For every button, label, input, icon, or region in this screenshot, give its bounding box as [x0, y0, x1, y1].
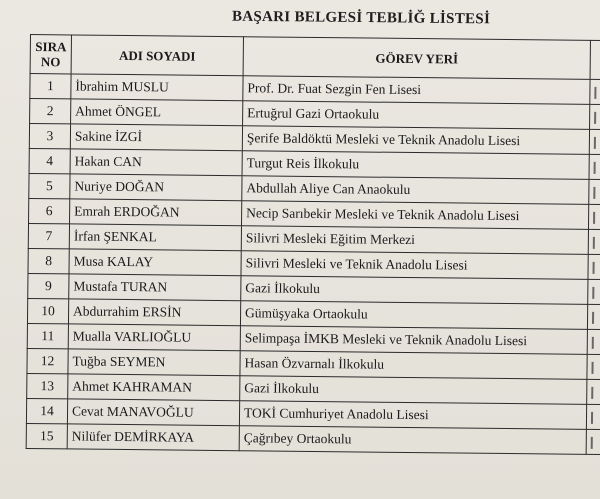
row-name: Tuğba SEYMEN: [68, 349, 240, 376]
row-place: Necip Sarıbekir Mesleki ve Teknik Anadolu Lisesi: [242, 201, 589, 230]
cut-off-mark: [594, 162, 600, 174]
row-place: Silivri Mesleki ve Teknik Anadolu Lisesi: [241, 251, 588, 280]
row-place: Çağrıbey Ortaokulu: [239, 426, 586, 455]
row-name: İrfan ŞENKAL: [69, 224, 241, 251]
row-number: 2: [30, 99, 71, 124]
row-number: 10: [27, 298, 68, 323]
row-place: Ertuğrul Gazi Ortaokulu: [243, 101, 590, 130]
row-place: Abdullah Aliye Can Anaokulu: [242, 176, 589, 205]
row-name: Mualla VARLIOĞLU: [68, 324, 240, 351]
row-number: 9: [28, 273, 69, 298]
row-cut-off-cell: [587, 354, 600, 379]
header-sira: SIRA: [35, 39, 67, 55]
row-name: Ahmet ÖNGEL: [71, 99, 243, 126]
row-cut-off-cell: [587, 379, 600, 404]
cut-off-mark: [593, 262, 600, 274]
row-place: Turgut Reis İlkokulu: [242, 151, 589, 180]
row-number: 4: [29, 148, 70, 173]
row-number: 11: [27, 323, 68, 348]
cut-off-mark: [592, 287, 600, 299]
header-no: NO: [40, 54, 61, 70]
row-name: Nilüfer DEMİRKAYA: [67, 424, 239, 451]
row-name: Abdurrahim ERSİN: [68, 299, 240, 326]
row-cut-off-cell: [589, 129, 600, 154]
cut-off-mark: [594, 112, 600, 124]
row-number: 15: [26, 423, 67, 448]
row-name: İbrahim MUSLU: [71, 74, 243, 101]
row-place: Gümüşyaka Ortaokulu: [240, 301, 587, 330]
row-cut-off-cell: [590, 79, 600, 104]
row-name: Cevat MANAVOĞLU: [67, 399, 239, 426]
row-place: Hasan Özvarnalı İlkokulu: [240, 351, 587, 380]
row-cut-off-cell: [588, 279, 600, 304]
row-name: Hakan CAN: [70, 149, 242, 176]
row-cut-off-cell: [589, 154, 600, 179]
row-place: Prof. Dr. Fuat Sezgin Fen Lisesi: [243, 76, 590, 105]
row-cut-off-cell: [586, 404, 600, 429]
row-name: Emrah ERDOĞAN: [70, 199, 242, 226]
row-place: Gazi İlkokulu: [240, 376, 587, 405]
cut-off-mark: [592, 312, 600, 324]
list-table-container: [26, 34, 600, 455]
row-number: 12: [27, 348, 68, 373]
cut-off-mark: [591, 362, 600, 374]
row-number: 14: [26, 398, 67, 423]
cut-off-mark: [594, 87, 600, 99]
row-number: 6: [29, 198, 70, 223]
table-body: [26, 74, 600, 455]
cut-off-mark: [591, 387, 600, 399]
row-place: Gazi İlkokulu: [241, 276, 588, 305]
header-sira-no: [30, 35, 71, 74]
header-cut-off-column: [590, 40, 600, 79]
row-name: Mustafa TURAN: [69, 274, 241, 301]
row-cut-off-cell: [590, 104, 600, 129]
row-place: Silivri Mesleki Eğitim Merkezi: [241, 226, 588, 255]
row-name: Ahmet KAHRAMAN: [68, 374, 240, 401]
row-place: TOKİ Cumhuriyet Anadolu Lisesi: [239, 401, 586, 430]
row-cut-off-cell: [588, 254, 600, 279]
cut-off-mark: [594, 137, 600, 149]
row-number: 13: [27, 373, 68, 398]
cut-off-mark: [593, 212, 600, 224]
row-number: 8: [28, 248, 69, 273]
row-cut-off-cell: [587, 304, 600, 329]
cut-off-mark: [591, 437, 600, 449]
row-number: 1: [30, 74, 71, 99]
row-name: Sakine İZGİ: [70, 124, 242, 151]
row-number: 3: [29, 124, 70, 149]
row-name: Musa KALAY: [69, 249, 241, 276]
row-number: 7: [28, 223, 69, 248]
header-place: GÖREV YERİ: [243, 37, 590, 80]
row-place: Şerife Baldöktü Mesleki ve Teknik Anadolu Lisesi: [242, 126, 589, 155]
row-number: 5: [29, 173, 70, 198]
table-header-row: [30, 35, 600, 80]
header-name: ADI SOYADI: [71, 35, 243, 76]
row-place: Selimpaşa İMKB Mesleki ve Teknik Anadolu Lisesi: [240, 326, 587, 355]
row-cut-off-cell: [588, 229, 600, 254]
row-name: Nuriye DOĞAN: [70, 174, 242, 201]
cut-off-mark: [592, 337, 600, 349]
cut-off-mark: [593, 187, 600, 199]
row-cut-off-cell: [589, 179, 600, 204]
row-cut-off-cell: [587, 329, 600, 354]
document-title: BAŞARI BELGESİ TEBLİĞ LİSTESİ: [231, 8, 491, 28]
row-cut-off-cell: [586, 429, 600, 454]
cut-off-mark: [591, 412, 600, 424]
table-row: [26, 423, 600, 454]
list-table: [26, 34, 600, 455]
cut-off-mark: [593, 237, 600, 249]
row-cut-off-cell: [588, 204, 600, 229]
